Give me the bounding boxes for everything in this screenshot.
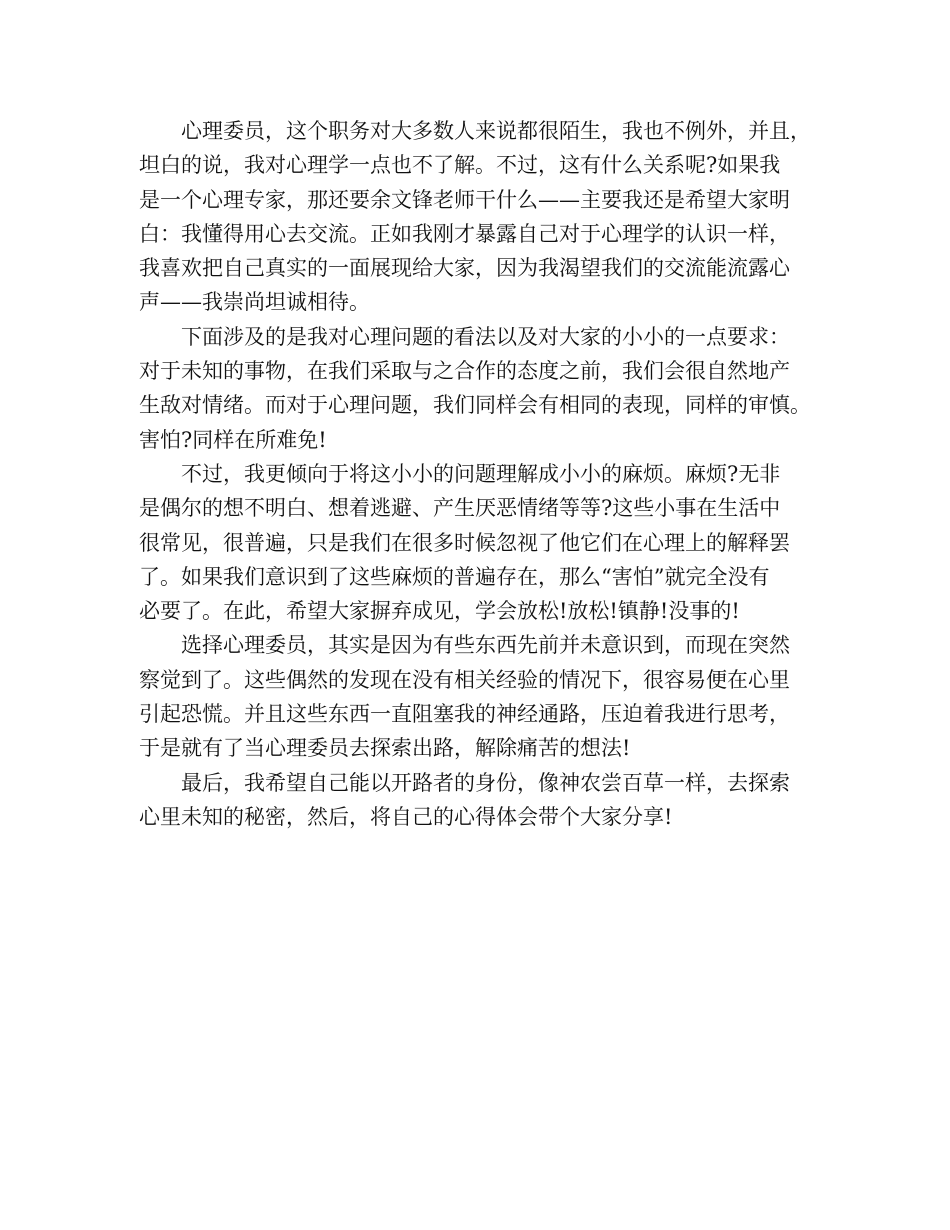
- paragraph-1: 心理委员，这个职务对大多数人来说都很陌生，我也不例外，并且， 坦白的说，我对心理学一点也不了解。不过，这有什么关系呢?如果我 是一个心理专家，那还要余文锋老师干什么——主要我还是希望大家明 白：我懂得用心去交流。正如我刚才暴露自己对于心理学的认识一样， 我喜欢把自己真实的一面展现给大家，因为我渴望我们的交流能流露心 声——我崇尚坦诚相待。: [139, 119, 811, 315]
- paragraph-4: 选择心理委员，其实是因为有些东西先前并未意识到，而现在突然 察觉到了。这些偶然的发现在没有相关经验的情况下，很容易便在心里 引起恐慌。并且这些东西一直阻塞我的神经通路，压迫着我进行思考， 于是就有了当心理委员去探索出路，解除痛苦的想法!: [139, 633, 790, 761]
- paragraph-5: 最后，我希望自己能以开路者的身份，像神农尝百草一样，去探索 心里未知的秘密，然后，将自己的心得体会带个大家分享!: [139, 770, 790, 829]
- paragraph-3: 不过，我更倾向于将这小小的问题理解成小小的麻烦。麻烦?无非 是偶尔的想不明白、想着逃避、产生厌恶情绪等等?这些小事在生活中 很常见，很普遍，只是我们在很多时候忽视了他它们在心理上的解释罢 了。如果我们意识到了这些麻烦的普遍存在，那么“害怕”就完全没有 必要了。在此，希望大家摒弃成见，学会放松!放松!镇静!没事的!: [139, 461, 790, 624]
- paragraph-2: 下面涉及的是我对心理问题的看法以及对大家的小小的一点要求： 对于未知的事物，在我们采取与之合作的态度之前，我们会很自然地产 生敌对情绪。而对于心理问题，我们同样会有相同的表现，同样的审慎。 害怕?同样在所难免!: [139, 324, 811, 452]
- document-body: [139, 114, 819, 834]
